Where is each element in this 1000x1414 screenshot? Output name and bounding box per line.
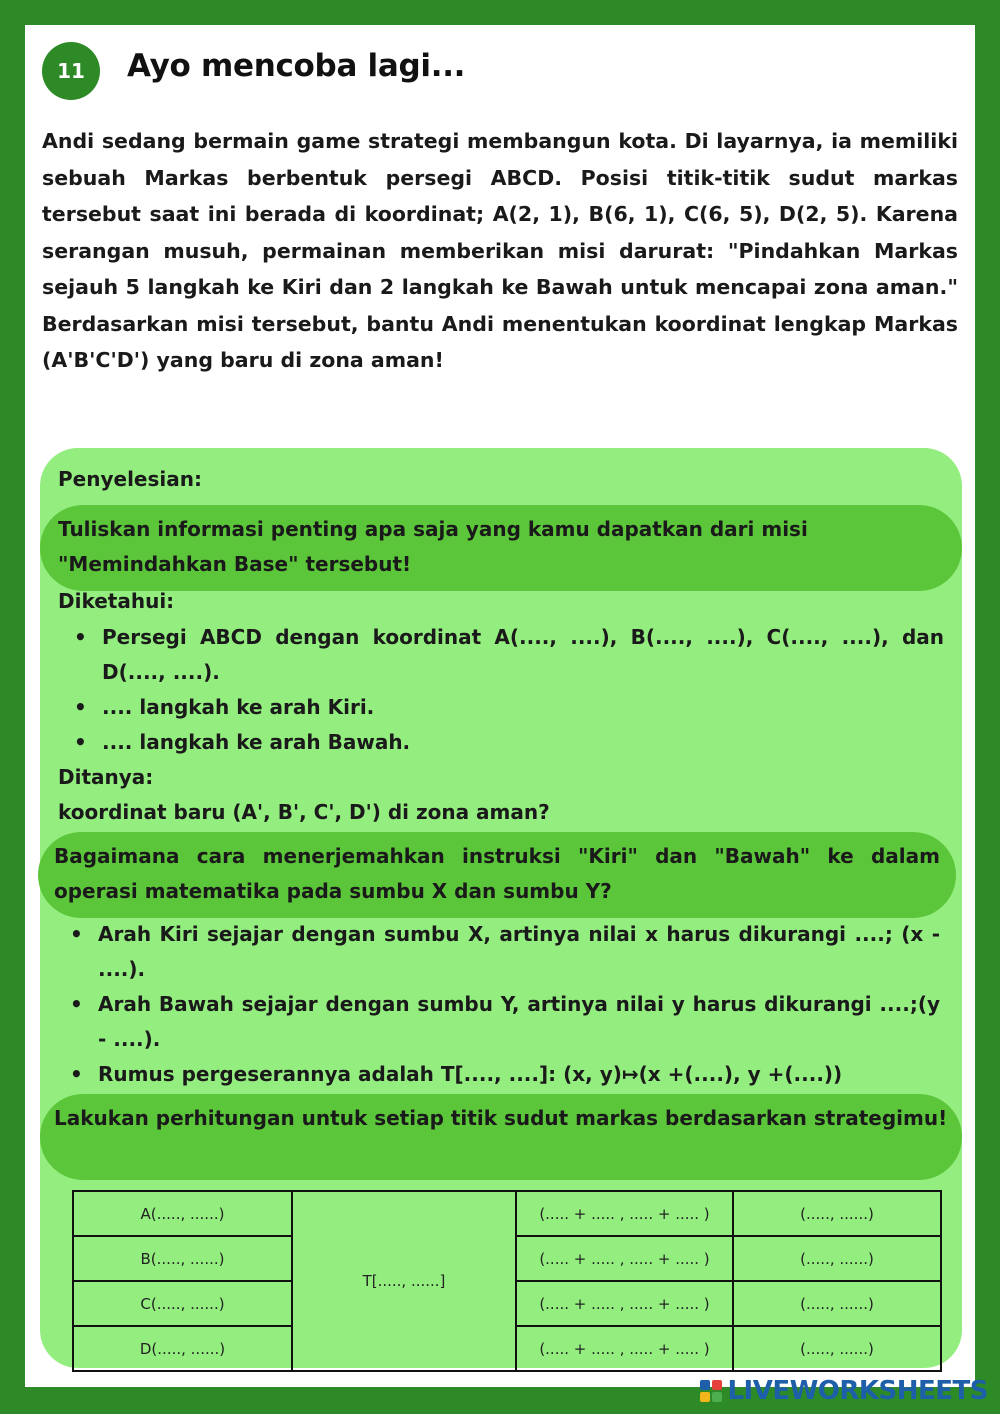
prompt-important-info: Tuliskan informasi penting apa saja yang kamu dapatkan dari misi "Memindahkan Base" tersebut! [40,505,962,591]
liveworksheets-watermark [700,1376,988,1406]
asked-label: Ditanya: [58,765,154,789]
point-cell[interactable]: A(....., ......) [73,1191,292,1236]
calc-cell[interactable]: (..... + ..... , ..... + ..... ) [516,1326,733,1371]
calc-cell[interactable]: (..... + ..... , ..... + ..... ) [516,1281,733,1326]
prompt-translate-instructions: Bagaimana cara menerjemahkan instruksi "Kiri" dan "Bawah" ke dalam operasi matematika pada sumbu X dan sumbu Y? [38,832,956,918]
watermark-text: LIVEWORKSHEETS [727,1376,988,1406]
known-label: Diketahui: [58,589,175,613]
asked-text: koordinat baru (A', B', C', D') di zona aman? [58,800,550,824]
known-item: • .... langkah ke arah Bawah. [58,725,944,760]
known-item: • .... langkah ke arah Kiri. [58,690,944,725]
prompt-calculate: Lakukan perhitungan untuk setiap titik sudut markas berdasarkan strategimu! [40,1094,962,1180]
page-title: Ayo mencoba lagi... [127,48,466,84]
translation-cell[interactable]: T[....., ......] [292,1191,516,1371]
step-item: • Rumus pergeserannya adalah T[...., ....]: (x, y)↦(x +(....), y +(....)) [54,1057,940,1092]
problem-statement: Andi sedang bermain game strategi membangun kota. Di layarnya, ia memiliki sebuah Markas berbentuk persegi ABCD. Posisi titik-titik sudut markas tersebut saat ini berada di koordinat; A(2, 1), B(6, 1), C(6, 5), D(2, 5). Karena serangan musuh, permainan memberikan misi darurat: "Pindahkan Markas sejauh 5 langkah ke Kiri dan 2 langkah ke Bawah untuk mencapai zona aman." Berdasarkan misi tersebut, bantu Andi menentukan koordinat lengkap Markas (A'B'C'D') yang baru di zona aman! [42,129,958,372]
known-list [58,620,944,760]
result-cell[interactable]: (....., ......) [733,1236,941,1281]
step-item: • Arah Bawah sejajar dengan sumbu Y, artinya nilai y harus dikurangi ....;(y - ....). [54,987,940,1057]
question-number-badge: 11 [42,42,100,100]
liveworksheets-logo-icon [700,1380,722,1402]
result-cell[interactable]: (....., ......) [733,1191,941,1236]
result-cell[interactable]: (....., ......) [733,1326,941,1371]
point-cell[interactable]: D(....., ......) [73,1326,292,1371]
point-cell[interactable]: B(....., ......) [73,1236,292,1281]
steps-list [54,917,940,1092]
result-cell[interactable]: (....., ......) [733,1281,941,1326]
calc-cell[interactable]: (..... + ..... , ..... + ..... ) [516,1191,733,1236]
solution-heading: Penyelesian: [58,467,202,491]
table-row [73,1191,941,1236]
calc-cell[interactable]: (..... + ..... , ..... + ..... ) [516,1236,733,1281]
point-cell[interactable]: C(....., ......) [73,1281,292,1326]
step-item: • Arah Kiri sejajar dengan sumbu X, artinya nilai x harus dikurangi ....; (x - ....). [54,917,940,987]
calculation-table [72,1190,942,1372]
known-item: • Persegi ABCD dengan koordinat A(...., ....), B(...., ....), C(...., ....), dan D(...., ....). [58,620,944,690]
